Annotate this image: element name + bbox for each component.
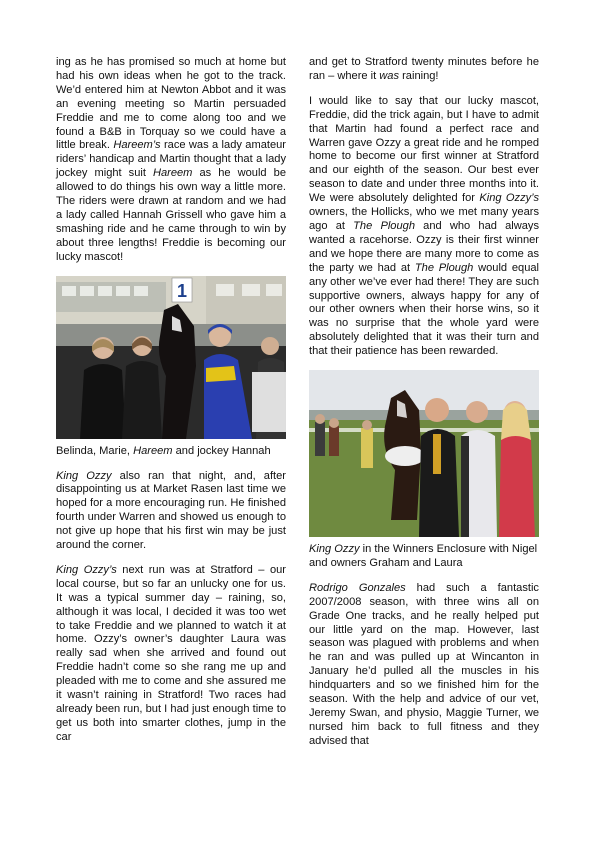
paragraph-raining	[309, 56, 539, 84]
text-run: as he would be allowed to do things his own way a little more. The riders were drawn at random and we had a lady called Hannah Grissell who gave him a smashing ride and he came through to win by about three lengths! Freddie is becoming our lucky mascot!	[56, 167, 286, 263]
italic-text-run: Rodrigo Gonzales	[309, 581, 406, 594]
photo-king-ozzy-winners-enclosure	[309, 370, 539, 537]
photo-hareem-with-jockey	[56, 276, 286, 439]
text-run: owners, the Hollicks, who we met many years ago at	[309, 206, 539, 232]
text-run: next run was at Stratford – our local course, but so far an unlucky one for us. It was a typical summer day – raining, so, although it was local, I decided it was too wet to take Freddie and we planned to watch it at home. Ozzy’s owner’s daughter Laura was really sad when she arrived and found out Freddie hadn’t come so she rang me up and pleaded with me to come and she assured me it wasn’t raining in Stratford! Two races had already been run, but I had just enough time to get us both into smarter clothes, jump in the car	[56, 563, 286, 743]
text-run: and jockey Hannah	[172, 444, 271, 457]
text-run: would equal any other we’ve ever had there! They are such supportive owners, always happy for any of our other owners when their horse wins, so it was no surprise that the whole yard were absolutely delighted that it was their turn and that their patience has been rewarded.	[309, 261, 539, 358]
paragraph-market-rasen	[56, 470, 286, 553]
number-cloth: 1	[176, 280, 188, 301]
caption-photo-1	[56, 445, 286, 459]
italic-text-run: Hareem	[152, 167, 193, 180]
italic-text-run: King Ozzy	[309, 543, 360, 556]
italic-text-run: Hareem’s	[113, 139, 161, 152]
text-run: also ran that night, and, after disappointing us at Market Rasen last time we hoped for a more encouraging run. He finished fourth under Warren and showed us enough to not give up hope that his first win may be just around the corner.	[56, 469, 286, 552]
text-run: ing as he has promised so much at home but had his own ideas when he got to the track. We’d entered him at Newton Abbot and it was an evening meeting so Martin persuaded Freddie and me to come along too and we found a B&B in Torquay so we could have a little break.	[56, 56, 286, 152]
paragraph-rodrigo-gonzales	[309, 582, 539, 749]
text-run: raining!	[399, 69, 439, 82]
text-run: I would like to say that our lucky mascot, Freddie, did the trick again, but I have to admit that Martin had found a perfect race and Warren gave Ozzy a great ride and he romped home to become our first winner at Stratford and our eighth of the season. Our best ever season to date and under three months into it. We were absolutely delighted for	[309, 94, 539, 205]
paragraph-stratford-rain	[56, 564, 286, 745]
text-run: Belinda, Marie,	[56, 444, 134, 457]
italic-text-run: The Plough	[414, 261, 474, 274]
text-run: race was a lady amateur riders’ handicap and Martin thought that a lady jockey might suit	[56, 139, 286, 180]
right-column	[309, 56, 539, 760]
italic-text-run: King Ozzy	[56, 469, 112, 482]
caption-photo-2	[309, 543, 539, 571]
italic-text-run: was	[379, 69, 400, 82]
left-column	[56, 56, 286, 756]
italic-text-run: Hareem	[133, 444, 173, 457]
text-run: and get to Stratford twenty minutes before he ran – where it	[309, 56, 539, 82]
italic-text-run: King Ozzy’s	[479, 192, 539, 205]
italic-text-run: King Ozzy’s	[56, 563, 117, 576]
text-run: in the Winners Enclosure with Nigel and owners Graham and Laura	[309, 543, 538, 569]
paragraph-lucky-mascot	[309, 95, 539, 359]
italic-text-run: The Plough	[353, 219, 415, 232]
paragraph-newton-abbot	[56, 56, 286, 265]
text-run: had such a fantastic 2007/2008 season, with three wins all on Grade One tracks, and he really helped put our little yard on the map. However, last season was plagued with problems and when he ran and was pulled up at Wincanton in January he’d pulled all the muscles in his hindquarters and so we finished him for the season. With the help and advice of our vet, Jeremy Swan, and physio, Maggie Turner, we nursed him back to full fitness and they advised that	[309, 581, 539, 747]
text-run: and who had always wanted a racehorse. Ozzy is their first winner and we hope there are many more to come as the party we had at	[309, 219, 539, 274]
